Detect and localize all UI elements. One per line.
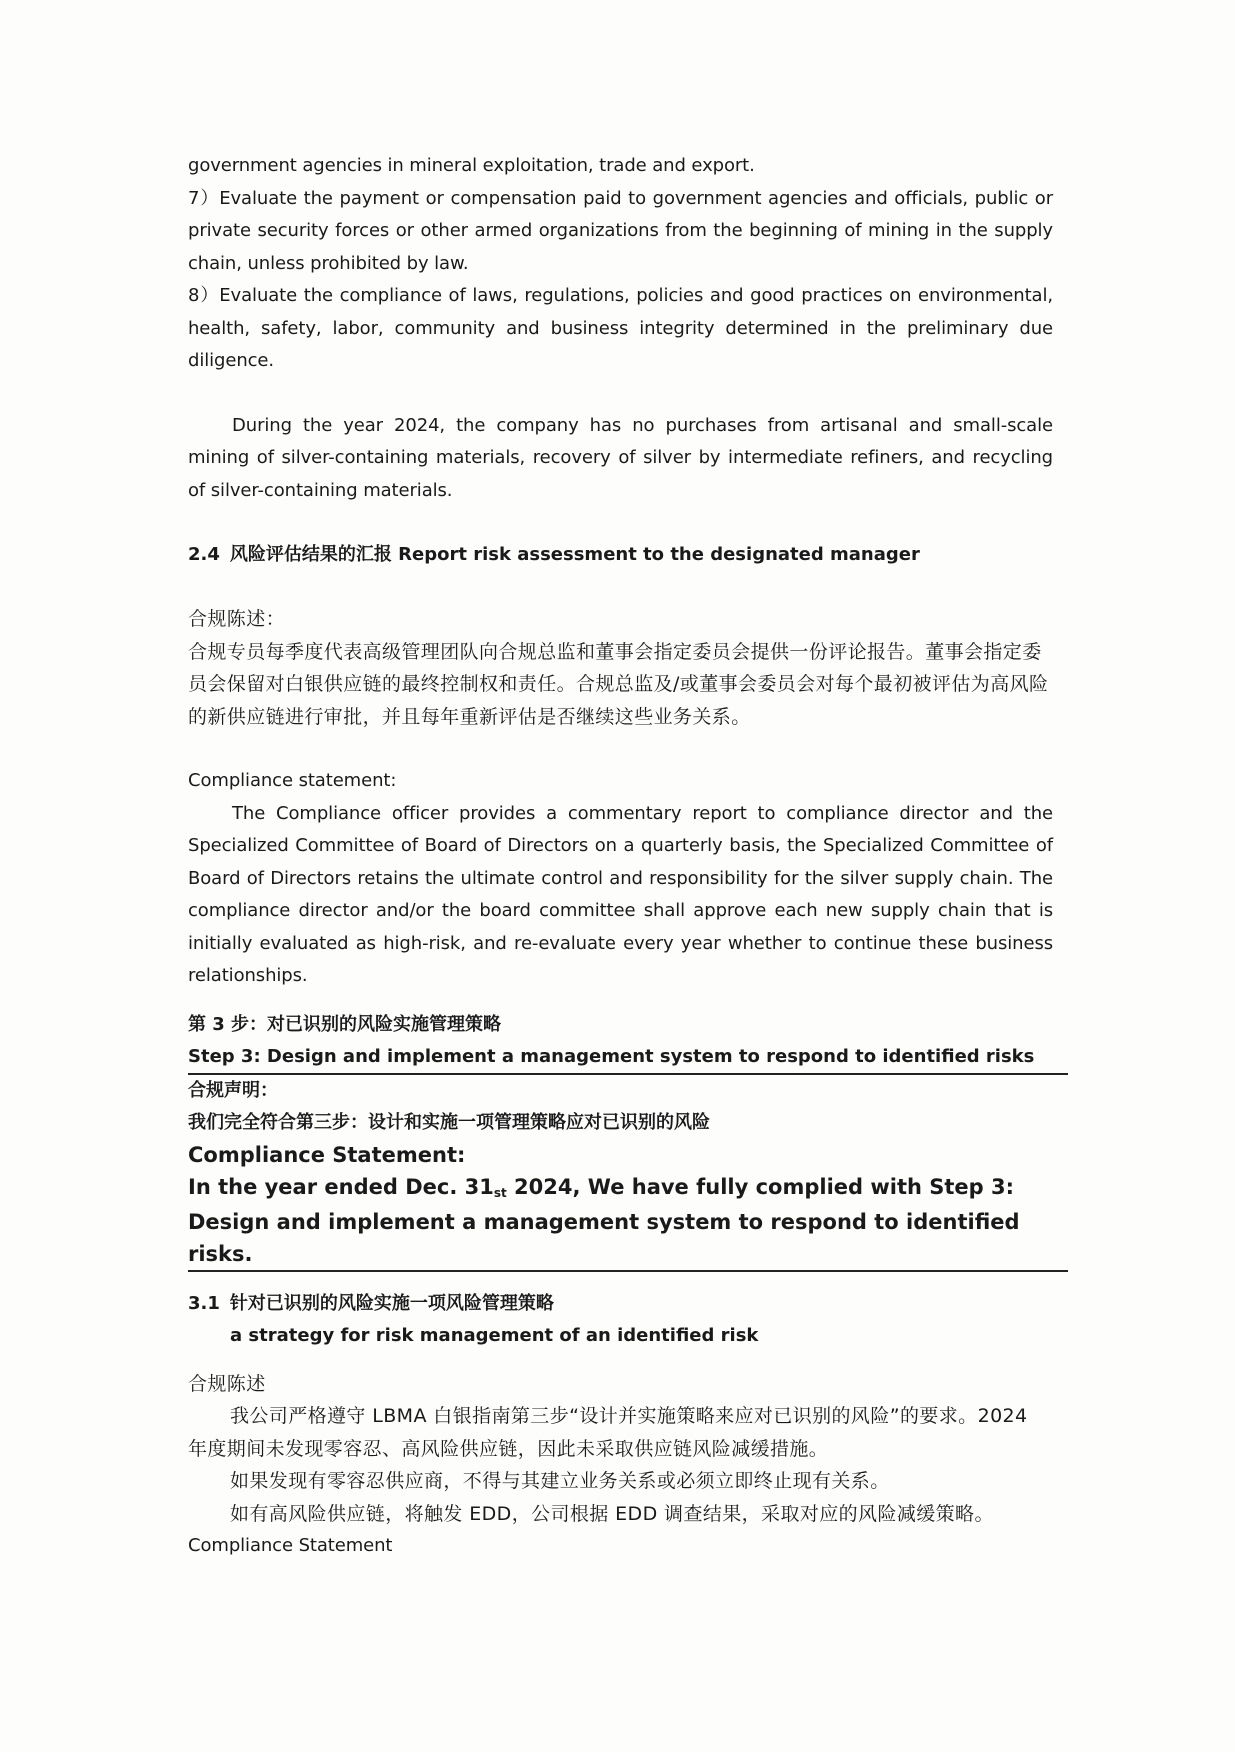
step3-title-en: Step 3: Design and implement a management system to respond to identified risks: [188, 1045, 1035, 1067]
compliance-label-en: Compliance statement:: [188, 770, 397, 791]
compliance-label-en: Compliance Statement: [188, 1535, 393, 1556]
compliance-label-cn: 合规陈述：: [188, 608, 286, 630]
step3-compliance-label-cn: 合规声明：: [188, 1079, 278, 1101]
compliance-text-cn-2: 如果发现有零容忍供应商，不得与其建立业务关系或必须立即终止现有关系。: [230, 1470, 890, 1492]
section-title-en: a strategy for risk management of an identified risk: [230, 1324, 759, 1346]
paragraph-2024-purchases: During the year 2024, the company has no purchases from artisanal and small-scale mining of silver-containing materials, recovery of silver by intermediate refiners, and recycling of silver-containing materials.: [188, 414, 1053, 501]
compliance-label-cn: 合规陈述: [188, 1372, 266, 1395]
step3-compliance-label-en: Compliance Statement:: [188, 1142, 466, 1167]
section-number: 3.1: [188, 1292, 220, 1314]
section-heading-3-1: [188, 1288, 1053, 1320]
compliance-text-en: The Compliance officer provides a commentary report to compliance director and the Specialized Committee of Board of Directors on a quarterly basis, the Specialized Committee of Board of Directors retains the ultimate control and responsibility for the silver supply chain. The compliance director and/or the board committee shall approve each new supply chain that is initially evaluated as high-risk, and re-evaluate every year whether to continue these business relationships.: [188, 802, 1053, 986]
compliance-text-cn-1: 我公司严格遵守 LBMA 白银指南第三步“设计并实施策略来应对已识别的风险”的要求。2024 年度期间未发现零容忍、高风险供应链，因此未采取供应链风险减缓措施。: [188, 1405, 1028, 1460]
compliance-text-cn: 合规专员每季度代表高级管理团队向合规总监和董事会指定委员会提供一份评论报告。董事会指定委员会保留对白银供应链的最终控制权和责任。合规总监及/或董事会委员会对每个最初被评估为高风险的新供应链进行审批，并且每年重新评估是否继续这些业务关系。: [188, 640, 1049, 728]
step3-compliance-text-en: In the year ended Dec. $31_{st}$ 2024, We have fully complied with Step 3: Design and implement a management system to respond to identified risks.: [188, 1174, 1020, 1266]
paragraph-continuation: government agencies in mineral exploitation, trade and export.: [188, 155, 755, 176]
section-number: 2.4: [188, 544, 220, 565]
section-title: 风险评估结果的汇报 Report risk assessment to the designated manager: [229, 544, 920, 565]
section-title-cn: 针对已识别的风险实施一项风险管理策略: [229, 1292, 554, 1314]
list-item-8: 8）Evaluate the compliance of laws, regulations, policies and good practices on environmental, health, safety, labor, community and business integrity determined in the preliminary due diligence.: [188, 285, 1053, 371]
step3-compliance-text-cn: 我们完全符合第三步：设计和实施一项管理策略应对已识别的风险: [188, 1111, 710, 1133]
page-content: [188, 150, 1053, 1563]
step3-compliance-box: [175, 1073, 1068, 1272]
list-item-7: 7）Evaluate the payment or compensation paid to government agencies and officials, public or private security forces or other armed organizations from the beginning of mining in the supply chain, unless prohibited by law.: [188, 187, 1053, 274]
section-heading-2-4: [188, 539, 1053, 571]
compliance-text-cn-3: 如有高风险供应链，将触发 EDD，公司根据 EDD 调查结果，采取对应的风险减缓策略。: [230, 1502, 994, 1525]
step3-title-cn: 第 3 步：对已识别的风险实施管理策略: [188, 1013, 502, 1035]
